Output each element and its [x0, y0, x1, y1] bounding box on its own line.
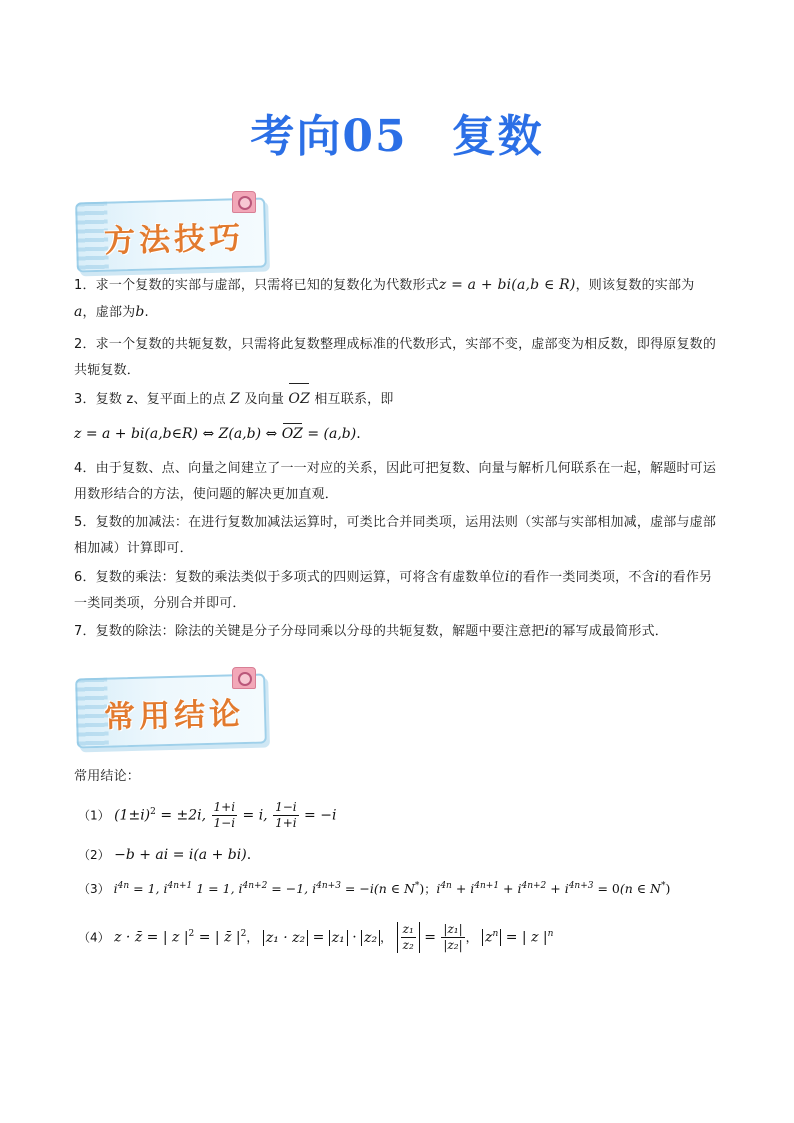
item-3-point-z: Z: [230, 391, 241, 407]
item-2: 2．求一个复数的共轭复数，只需将此复数整理成标准的代数形式，实部不变，虚部变为相反数，即得原复数的共轭复数．: [74, 337, 717, 378]
frac2-num: 1−i: [275, 800, 297, 814]
c4-h-den: z₂: [402, 938, 414, 952]
c3-sup1: 4n: [117, 880, 130, 891]
item-6-text-a: 6．复数的乘法：复数的乘法类似于多项式的四则运算，可将含有虚数单位: [74, 570, 505, 585]
conclusion-1-label: （1）: [78, 808, 110, 823]
conclusion-1-frac1: [212, 800, 238, 831]
frac2-den: 1+i: [275, 816, 297, 830]
c3-b: = 1, i: [129, 881, 168, 896]
conclusion-1-d: = i,: [238, 807, 268, 824]
item-1-real: a: [74, 304, 83, 320]
item-3-text-b: 及向量: [244, 392, 285, 407]
item-1: [74, 272, 724, 326]
conclusion-2-formula: −b + ai = i(a + bi): [114, 847, 247, 863]
c4-k-sup: n: [492, 928, 499, 939]
c3-k: + i: [546, 881, 569, 896]
frac1-den: 1−i: [213, 816, 236, 830]
c4-b-sup: 2: [240, 928, 247, 939]
c3-h-sup: 4n: [440, 880, 452, 891]
item-3-text-a: 3．复数 z、复平面上的点: [74, 392, 226, 407]
page-title: [0, 100, 794, 164]
conclusion-2: [78, 846, 251, 863]
c3-g: ): [419, 881, 425, 896]
c3-i1: i: [113, 881, 118, 896]
item-4: 4．由于复数、点、向量之间建立了一一对应的关系，因此可把复数、向量与解析几何联系在一起，解题时可运用数形结合的方法，使问题的解决更加直观．: [74, 461, 717, 502]
conclusion-1-exp: 2: [150, 806, 156, 817]
c4-j-frac: [441, 922, 464, 953]
item-1-imag: b: [135, 304, 145, 320]
paperclip-icon: [232, 667, 256, 689]
item-1-text-c: ，虚部为: [82, 305, 136, 320]
c3-h: i: [436, 881, 441, 896]
c3-sup4: 4n+3: [316, 880, 341, 891]
item-6-i1: i: [504, 569, 510, 585]
item-7-i: i: [544, 623, 550, 639]
conclusion-1: [78, 800, 336, 831]
page-title-part1: 考向05: [250, 111, 408, 162]
item-7-text-a: 7．复数的除法：除法的关键是分子分母同乘以分母的共轭复数，解题中要注意把: [74, 624, 545, 639]
c3-f: (n ∈ N: [373, 881, 415, 896]
conclusion-2-label: （2）: [78, 848, 110, 862]
c3-m-sup: *: [660, 880, 666, 891]
c3-i-sup: 4n+1: [474, 880, 500, 891]
c3-d: = −1, i: [267, 881, 317, 896]
c3-l: = 0: [593, 881, 620, 896]
c3-n: ): [665, 881, 671, 896]
item-3-equation: [74, 426, 361, 442]
conclusion-2-end: .: [246, 847, 252, 863]
c4-l-sup: n: [547, 928, 554, 939]
item-3: [74, 386, 724, 413]
c4-h-num: z₁: [402, 922, 414, 936]
c4-i: =: [419, 929, 441, 946]
conclusion-1-c: = ±2i,: [155, 807, 207, 824]
c4-sep2: ，: [380, 930, 393, 945]
conclusion-4-label: （4）: [78, 930, 110, 945]
item-3-text-c: 相互联系，即: [314, 392, 394, 407]
c4-l: = | z |: [501, 929, 548, 946]
item-5: 5．复数的加减法：在进行复数加减法运算时，可类比合并同类项，运用法则（实部与实部相加减，虚部与虚部相加减）计算即可．: [74, 515, 717, 556]
section-heading-conclusions: 常用结论: [103, 696, 245, 736]
conclusion-1-frac2: [273, 800, 299, 831]
c3-m: (n ∈ N: [619, 881, 661, 896]
c3-c: 1 = 1, i: [192, 881, 243, 896]
c3-k-sup: 4n+3: [568, 880, 594, 891]
c3-e: = −i: [340, 881, 374, 896]
item-7-text-b: 的幂写成最简形式．: [549, 624, 668, 639]
c4-sep3: ，: [465, 930, 478, 945]
frac1-num: 1+i: [213, 800, 236, 814]
c3-sup3: 4n+2: [242, 880, 268, 891]
conclusion-4: [78, 922, 553, 953]
c4-j-den: |z₂|: [443, 938, 463, 952]
item-3-vector-oz: OZ: [288, 386, 310, 412]
c3-j: + i: [499, 881, 522, 896]
c4-d: =: [308, 929, 329, 946]
c4-j-num: |z₁|: [443, 922, 463, 936]
c4-e: z₁: [329, 930, 348, 946]
conclusion-3: [78, 880, 670, 897]
c3-j-sup: 4n+2: [521, 880, 547, 891]
item-3-eq-end: .: [356, 426, 361, 442]
c4-g: z₂: [361, 930, 380, 946]
item-3-eq-part1: z = a + bi(a,b∈R) ⇔ Z(a,b) ⇔: [74, 426, 278, 442]
c3-f-sup: *: [414, 880, 420, 891]
c4-a-sup: 2: [188, 928, 195, 939]
c4-k: z: [485, 929, 493, 946]
c4-k-abs: [482, 929, 501, 946]
c3-sep: ；: [424, 882, 437, 896]
c4-f: ·: [347, 929, 362, 946]
paperclip-icon: [232, 191, 256, 213]
c4-c: z₁ · z₂: [263, 930, 308, 946]
c3-i: + i: [451, 881, 475, 896]
conclusion-3-label: （3）: [78, 882, 110, 896]
conclusion-1-e: = −i: [299, 807, 337, 824]
c3-sup2: 4n+1: [167, 880, 193, 891]
c4-sep1: ，: [246, 930, 259, 945]
section-heading-methods: 方法技巧: [103, 220, 245, 260]
item-3-eq-part2: = (a,b): [307, 426, 357, 442]
item-1-formula: z = a + bi(a,b ∈ R): [438, 277, 576, 293]
c4-a: z · z̄ = | z |: [114, 929, 189, 946]
item-3-eq-vector: OZ: [281, 426, 303, 442]
conclusions-intro: 常用结论：: [74, 769, 141, 784]
item-1-text-d: .: [144, 305, 149, 320]
item-6-text-b: 的看作一类同类项，不含: [509, 570, 655, 585]
item-1-text-a: 1．求一个复数的实部与虚部，只需将已知的复数化为代数形式: [74, 278, 439, 293]
conclusion-1-a: (1±i): [114, 807, 151, 824]
item-6-i2: i: [654, 569, 660, 585]
item-6-text-c: 的看作另一类同类项，分别合并即可．: [74, 570, 713, 611]
item-1-text-b: ，则该复数的实部为: [575, 278, 695, 293]
item-7: [74, 618, 724, 645]
c4-b: = | z̄ |: [194, 929, 241, 946]
page-title-part2: 复数: [451, 111, 544, 162]
item-6: [74, 564, 724, 617]
c4-h-abs: [397, 922, 420, 953]
